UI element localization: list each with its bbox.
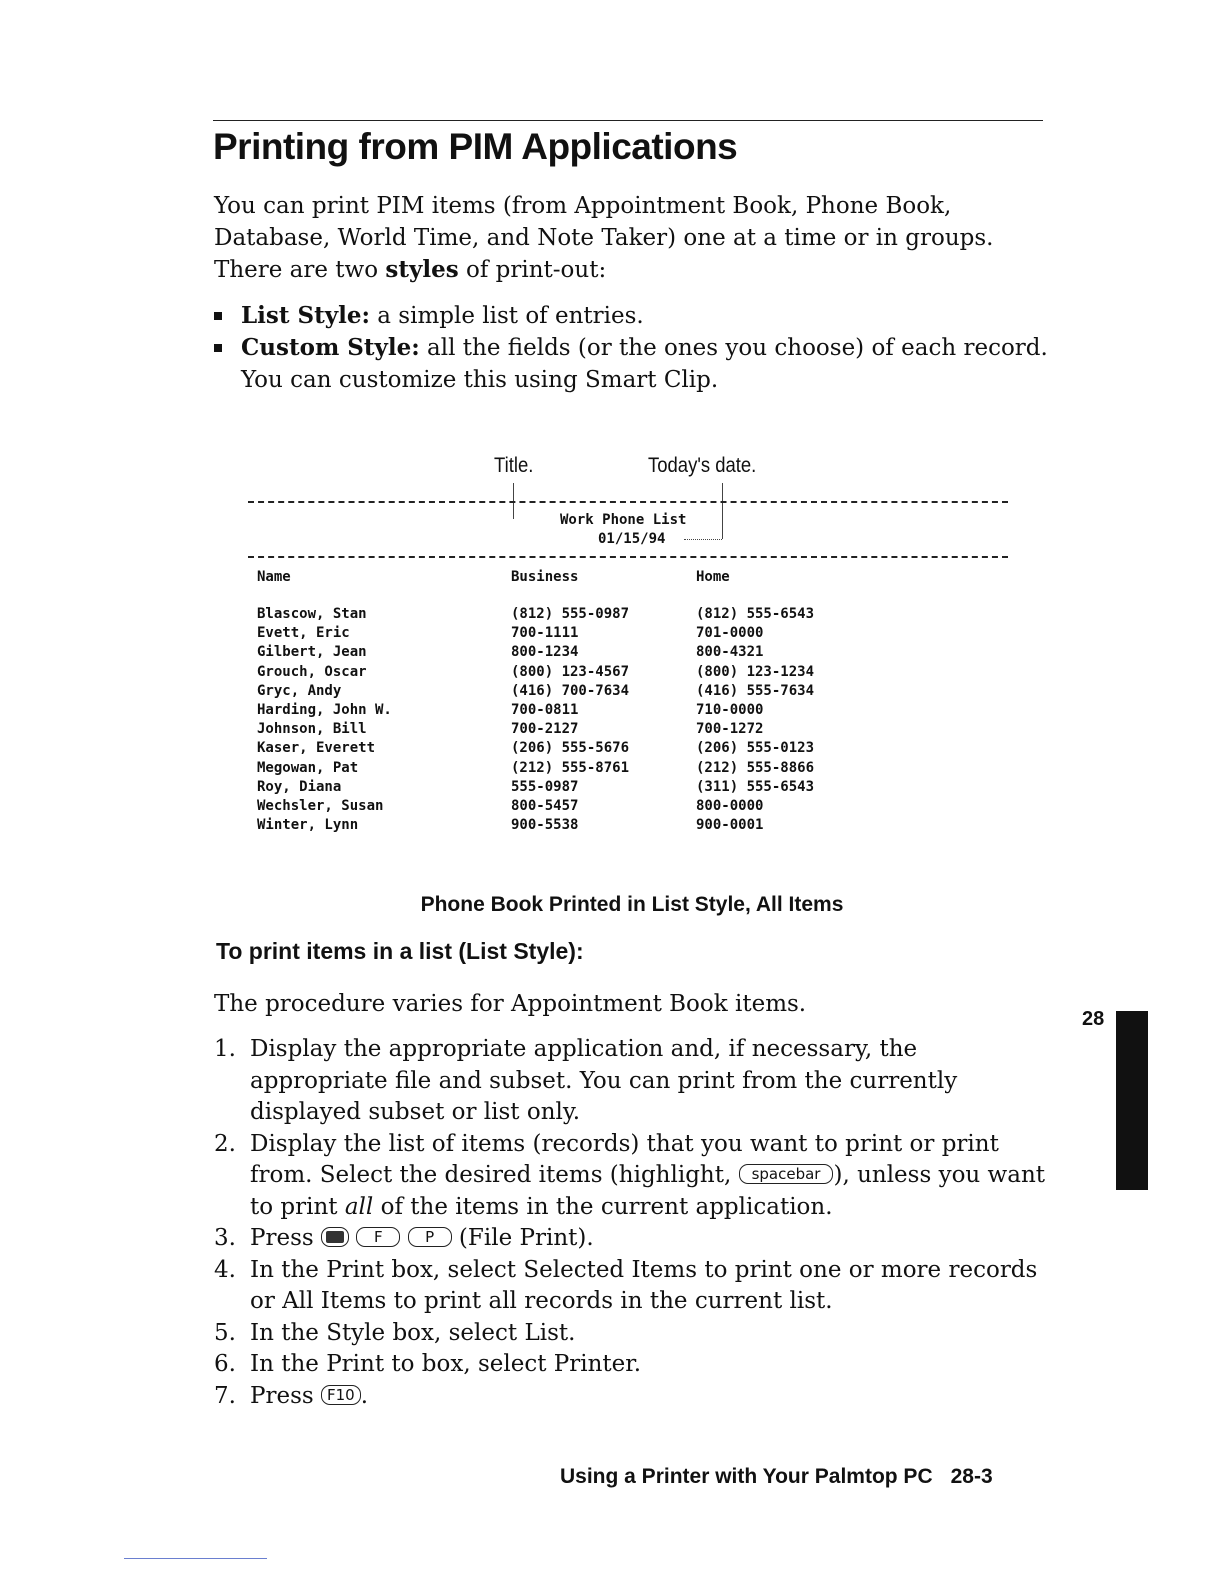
step-number: 6. (214, 1351, 236, 1377)
cell-home: (212) 555-8866 (696, 759, 815, 776)
step-number: 2. (214, 1130, 236, 1157)
cell-business: (416) 700-7634 (511, 682, 630, 699)
chapter-tab-bar (1116, 1011, 1148, 1190)
f10-key: F10 (321, 1385, 361, 1405)
step-text: Display the appropriate application and, if necessary, the appropriate file and subset. You can print from the currently displayed subset or list only. (250, 1036, 958, 1125)
cell-business: (212) 555-8761 (511, 759, 630, 776)
dashed-rule-top (248, 501, 1008, 503)
steps-list (214, 1034, 1054, 1412)
spacebar-key: spacebar (739, 1164, 834, 1184)
table-row (0, 625, 1224, 644)
table-row (0, 817, 1224, 836)
cell-home: 900-0001 (696, 817, 764, 834)
page-number: 28-3 (950, 1465, 993, 1488)
table-row (0, 644, 1224, 663)
table-row (0, 606, 1224, 625)
phone-list-rows (0, 606, 1224, 836)
style-desc: a simple list of entries. (369, 303, 644, 329)
menu-key-icon (321, 1227, 349, 1247)
f-key: F (356, 1227, 400, 1247)
style-desc: all the fields (or the ones you choose) of each record. You can customize this using Smart Clip. (241, 335, 1048, 393)
step-number: 4. (214, 1256, 236, 1283)
cell-name: Gryc, Andy (257, 682, 342, 699)
step-6 (214, 1349, 1054, 1381)
cell-business: 700-2127 (511, 721, 579, 738)
step-3 (214, 1223, 1054, 1255)
cell-business: 900-5538 (511, 817, 579, 834)
step-text: In the Print to box, select Printer. (250, 1351, 642, 1377)
step-number: 5. (214, 1319, 236, 1346)
intro-text-1: You can print PIM items (from Appointment Book, Phone Book, Database, World Time, and Note Taker) one at a time or in groups. There are two (214, 193, 994, 283)
list-item (214, 300, 1054, 332)
bottom-rule (124, 1558, 267, 1559)
cell-name: Grouch, Oscar (257, 663, 367, 680)
cell-home: (311) 555-6543 (696, 778, 815, 795)
report-date: 01/15/94 (598, 531, 666, 547)
top-rule (213, 120, 1043, 121)
cell-name: Gilbert, Jean (257, 644, 367, 661)
cell-name: Harding, John W. (257, 701, 392, 718)
list-item (214, 332, 1054, 396)
column-header-home: Home (696, 569, 730, 585)
step-text: Display the list of items (records) that you want to print or print from. Select the desired items (highlight, (250, 1130, 999, 1188)
cell-business: 800-5457 (511, 797, 579, 814)
step-text: In the Print box, select Selected Items to print one or more records or All Items to print all records in the current list. (250, 1256, 1038, 1314)
intro-bold-styles: styles (385, 256, 459, 283)
step-1 (214, 1034, 1054, 1129)
cell-business: 800-1234 (511, 644, 579, 661)
step-text: (File Print). (451, 1225, 594, 1251)
cell-business: (206) 555-5676 (511, 740, 630, 757)
page-title: Printing from PIM Applications (213, 126, 738, 167)
step-text: . (360, 1382, 369, 1409)
cell-name: Roy, Diana (257, 778, 342, 795)
report-title: Work Phone List (560, 512, 687, 528)
footer-title: Using a Printer with Your Palmtop PC (560, 1465, 933, 1488)
cell-business: (812) 555-0987 (511, 606, 630, 622)
style-term: List Style: (241, 302, 370, 329)
menu-glyph-icon (326, 1231, 344, 1243)
column-header-business: Business (511, 569, 579, 585)
column-header-name: Name (257, 569, 291, 585)
step-text: of the items in the current application. (373, 1193, 833, 1220)
dashed-rule-bottom (248, 556, 1008, 558)
leader-line-date-h (684, 539, 722, 540)
cell-name: Blascow, Stan (257, 606, 367, 622)
table-row (0, 683, 1224, 702)
step-emphasis: all (344, 1193, 374, 1220)
cell-name: Kaser, Everett (257, 740, 376, 757)
table-row (0, 760, 1224, 779)
cell-business: 700-1111 (511, 625, 579, 642)
cell-home: 700-1272 (696, 721, 764, 738)
bullet-icon (214, 312, 222, 320)
table-row (0, 664, 1224, 683)
step-text: ), unless you want to print (250, 1162, 1046, 1220)
table-row (0, 721, 1224, 740)
cell-home: (800) 123-1234 (696, 663, 815, 680)
step-number: 1. (214, 1036, 236, 1062)
intro-text-2: of print-out: (458, 257, 607, 283)
leader-line-date (722, 483, 723, 539)
callout-date: Today's date. (648, 454, 757, 477)
callout-title: Title. (494, 454, 534, 477)
cell-home: 710-0000 (696, 701, 764, 718)
cell-name: Johnson, Bill (257, 721, 367, 738)
cell-name: Winter, Lynn (257, 817, 359, 834)
cell-home: (416) 555-7634 (696, 682, 815, 699)
cell-name: Megowan, Pat (257, 759, 359, 776)
chapter-tab-number: 28 (1082, 1008, 1105, 1030)
cell-business: (800) 123-4567 (511, 663, 630, 680)
cell-home: 800-4321 (696, 644, 764, 661)
cell-name: Evett, Eric (257, 625, 350, 642)
step-text: In the Style box, select List. (250, 1319, 576, 1346)
step-5 (214, 1318, 1054, 1350)
table-row (0, 702, 1224, 721)
table-row (0, 740, 1224, 759)
cell-home: 701-0000 (696, 625, 764, 642)
table-row (0, 798, 1224, 817)
cell-home: (206) 555-0123 (696, 740, 815, 757)
step-2 (214, 1129, 1054, 1224)
step-number: 3. (214, 1225, 236, 1251)
table-row (0, 779, 1224, 798)
p-key: P (408, 1227, 452, 1247)
cell-home: 800-0000 (696, 797, 764, 814)
figure-caption: Phone Book Printed in List Style, All Items (420, 893, 844, 916)
step-7 (214, 1381, 1054, 1413)
step-text: Press (250, 1382, 321, 1409)
style-term: Custom Style: (241, 334, 420, 361)
step-number: 7. (214, 1382, 236, 1409)
cell-business: 555-0987 (511, 778, 579, 795)
cell-home: (812) 555-6543 (696, 606, 815, 622)
section-heading: To print items in a list (List Style): (216, 938, 584, 964)
cell-name: Wechsler, Susan (257, 797, 384, 814)
intro-paragraph (214, 190, 1044, 286)
print-styles-list (214, 300, 1054, 396)
step-4 (214, 1255, 1054, 1318)
page-footer (560, 1465, 993, 1489)
step-text: Press (250, 1225, 321, 1251)
procedure-note: The procedure varies for Appointment Book items. (214, 991, 807, 1017)
bullet-icon (214, 344, 222, 352)
cell-business: 700-0811 (511, 701, 579, 718)
